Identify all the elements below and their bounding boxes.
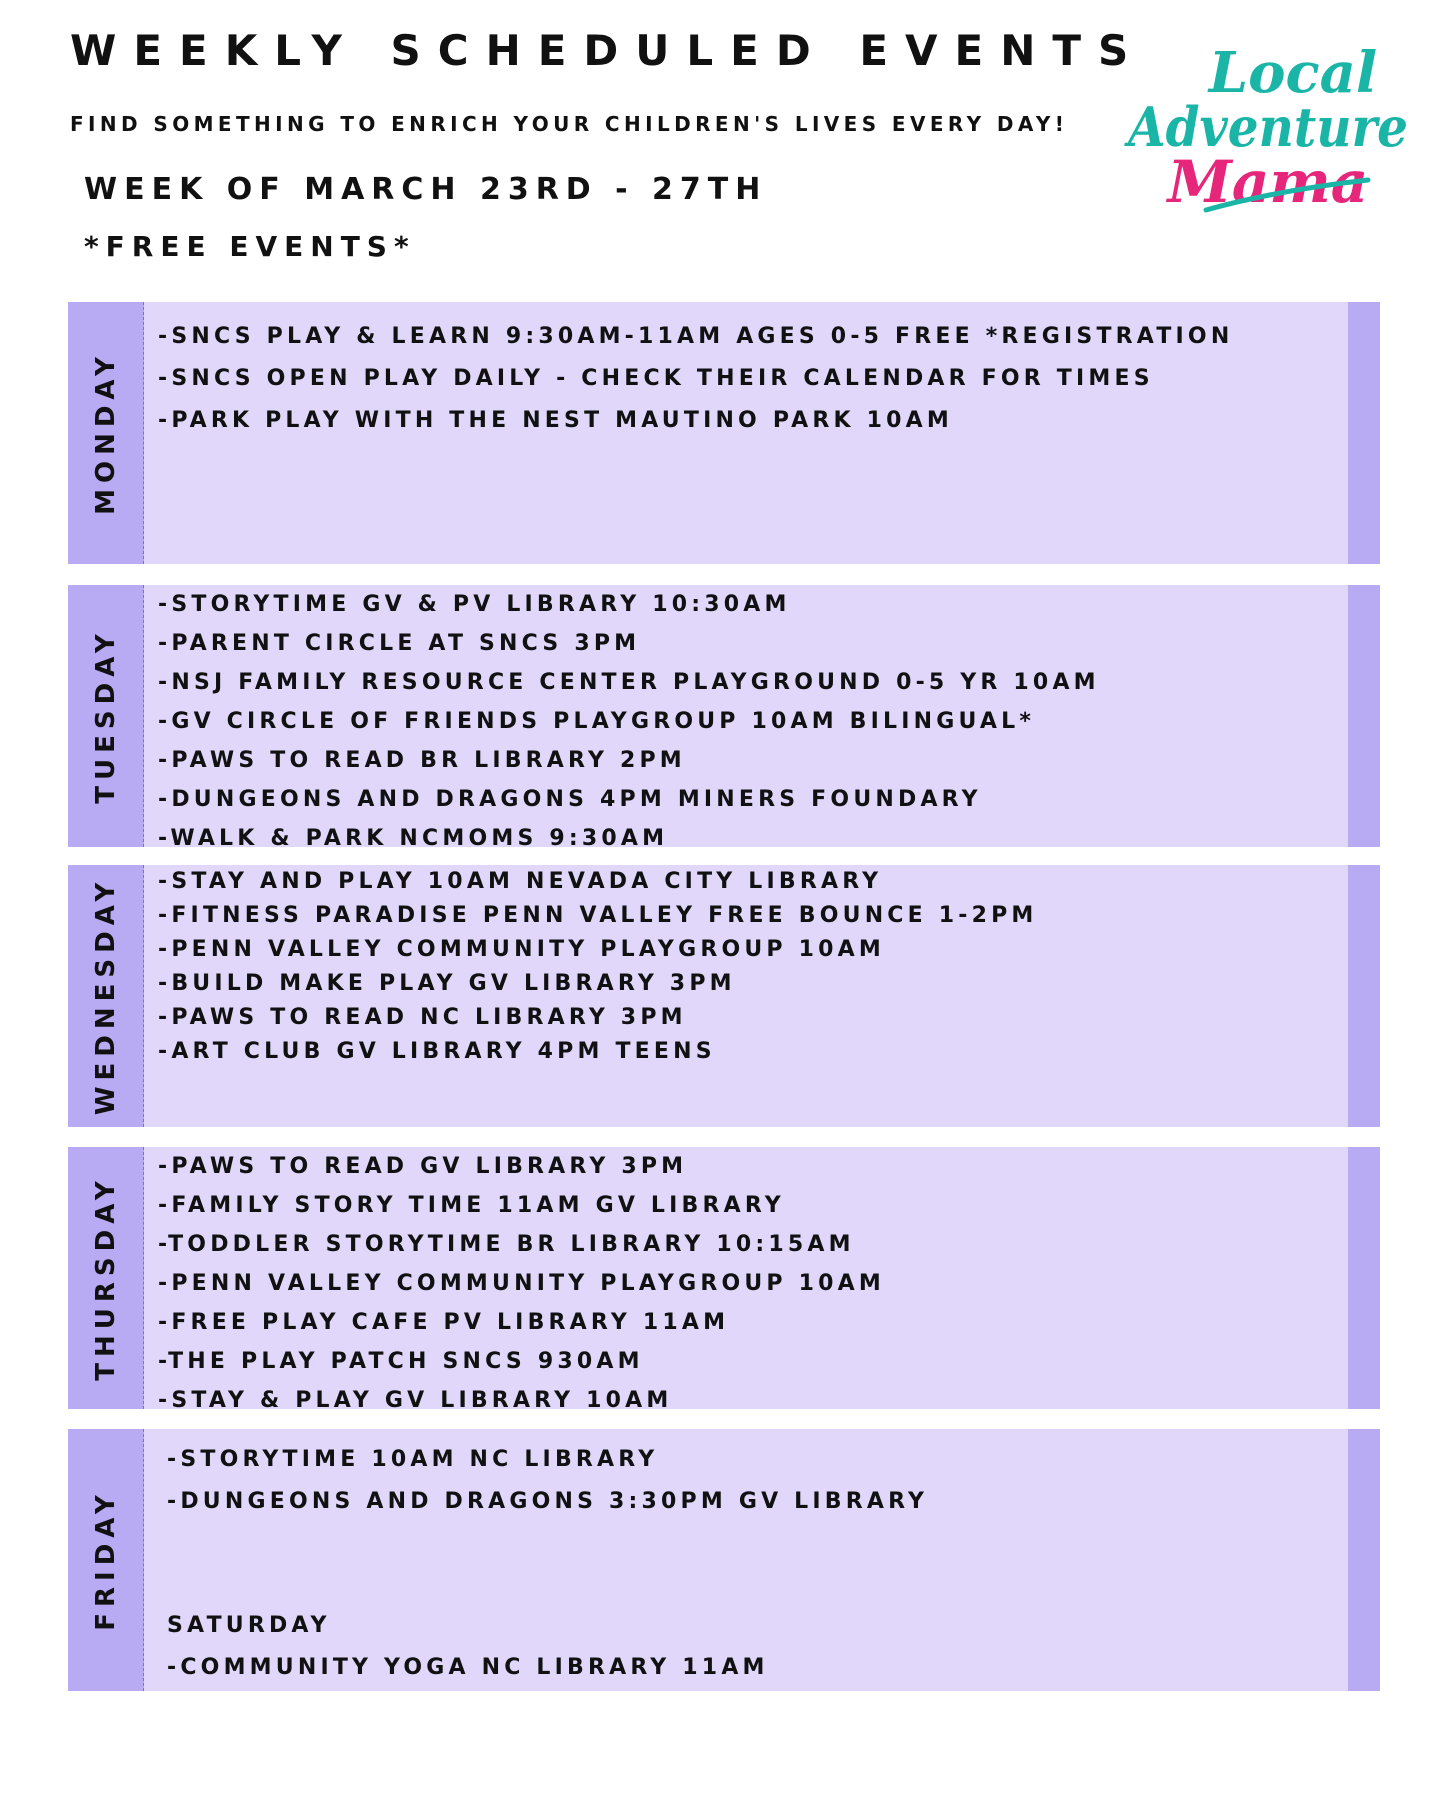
event-item: -SNCS OPEN PLAY DAILY - CHECK THEIR CALENDAR FOR TIMES: [158, 366, 1154, 391]
event-list-saturday: [167, 1647, 1338, 1689]
event-item: -PAWS TO READ BR LIBRARY 2PM: [158, 748, 686, 773]
logo-word-adventure: Adventure: [1123, 95, 1408, 159]
day-label-text: TUESDAY: [90, 628, 121, 804]
day-label-text: FRIDAY: [90, 1489, 121, 1631]
event-item: -ART CLUB GV LIBRARY 4PM TEENS: [158, 1039, 716, 1064]
page-title: WEEKLY SCHEDULED EVENTS: [70, 26, 1146, 75]
event-item: -FREE PLAY CAFE PV LIBRARY 11AM: [158, 1310, 730, 1335]
event-item: -THE PLAY PATCH SNCS 930AM: [158, 1349, 644, 1374]
event-item: -STORYTIME GV & PV LIBRARY 10:30AM: [158, 592, 791, 617]
event-item: -NSJ FAMILY RESOURCE CENTER PLAYGROUND 0-5 YR 10AM: [158, 670, 1100, 695]
event-list-monday: [158, 316, 1338, 442]
event-item: -PENN VALLEY COMMUNITY PLAYGROUP 10AM: [158, 937, 885, 962]
event-item: -PARENT CIRCLE AT SNCS 3PM: [158, 631, 641, 656]
event-item: -FITNESS PARADISE PENN VALLEY FREE BOUNCE 1-2PM: [158, 903, 1038, 928]
event-item: -DUNGEONS AND DRAGONS 4PM MINERS FOUNDARY: [158, 787, 982, 812]
page-subtitle: FIND SOMETHING TO ENRICH YOUR CHILDREN'S LIVES EVERY DAY!: [70, 112, 1069, 136]
event-item: -BUILD MAKE PLAY GV LIBRARY 3PM: [158, 971, 736, 996]
saturday-heading: SATURDAY: [167, 1613, 331, 1638]
event-list-friday: [167, 1439, 1338, 1523]
day-label-friday: [68, 1429, 144, 1691]
event-item: -FAMILY STORY TIME 11AM GV LIBRARY: [158, 1193, 785, 1218]
logo-word-mama: Mama: [1167, 148, 1369, 216]
event-item: -DUNGEONS AND DRAGONS 3:30PM GV LIBRARY: [167, 1489, 929, 1514]
event-list-thursday: [158, 1147, 1338, 1420]
day-block-wednesday: [68, 865, 1380, 1127]
day-label-thursday: [68, 1147, 144, 1409]
day-label-text: WEDNESDAY: [90, 876, 121, 1116]
event-item: -PAWS TO READ GV LIBRARY 3PM: [158, 1154, 688, 1179]
event-item: -PAWS TO READ NC LIBRARY 3PM: [158, 1005, 687, 1030]
brand-logo-graphic: [1118, 30, 1424, 220]
week-range: WEEK OF MARCH 23RD - 27TH: [84, 172, 768, 207]
day-block-friday: [68, 1429, 1380, 1691]
event-item: -SNCS PLAY & LEARN 9:30AM-11AM AGES 0-5 FREE *REGISTRATION: [158, 324, 1234, 349]
day-label-monday: [68, 302, 144, 564]
event-item: -PENN VALLEY COMMUNITY PLAYGROUP 10AM: [158, 1271, 885, 1296]
day-block-thursday: [68, 1147, 1380, 1413]
event-item: -STAY & PLAY GV LIBRARY 10AM: [158, 1388, 673, 1413]
free-events-label: *FREE EVENTS*: [84, 230, 416, 263]
event-list-wednesday: [158, 865, 1338, 1069]
brand-logo: [1118, 30, 1424, 220]
day-block-monday: [68, 302, 1380, 564]
day-label-text: MONDAY: [90, 351, 121, 515]
event-item: -GV CIRCLE OF FRIENDS PLAYGROUP 10AM BILINGUAL*: [158, 709, 1036, 734]
day-label-wednesday: [68, 865, 144, 1127]
event-item: -TODDLER STORYTIME BR LIBRARY 10:15AM: [158, 1232, 855, 1257]
logo-word-local: Local: [1208, 40, 1378, 106]
day-label-text: THURSDAY: [90, 1175, 121, 1381]
day-block-tuesday: [68, 585, 1380, 851]
event-item: -STORYTIME 10AM NC LIBRARY: [167, 1447, 659, 1472]
event-item: -STAY AND PLAY 10AM NEVADA CITY LIBRARY: [158, 869, 883, 894]
event-list-tuesday: [158, 585, 1338, 858]
event-item: -PARK PLAY WITH THE NEST MAUTINO PARK 10AM: [158, 408, 953, 433]
day-label-tuesday: [68, 585, 144, 847]
event-item: -WALK & PARK NCMOMS 9:30AM: [158, 826, 669, 851]
event-item: -COMMUNITY YOGA NC LIBRARY 11AM: [167, 1655, 769, 1680]
